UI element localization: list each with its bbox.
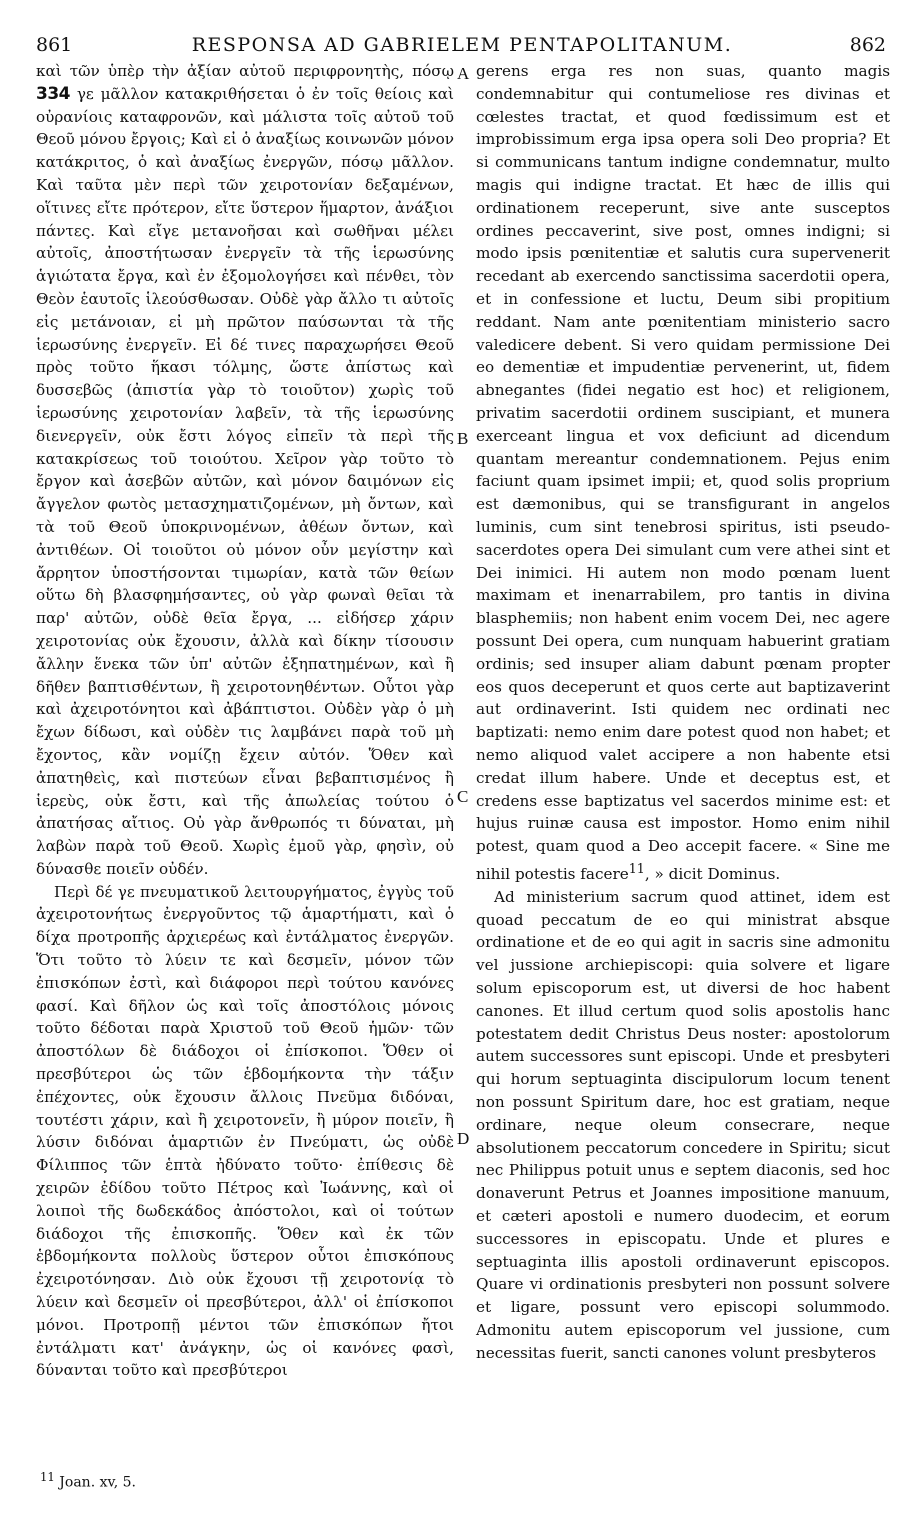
page-number-left: 861: [36, 34, 73, 56]
footnote-text: Joan. xv, 5.: [59, 1474, 137, 1491]
page-number-right: 862: [849, 34, 886, 56]
margin-letter-b: B: [457, 429, 469, 448]
running-title: RESPONSA AD GABRIELEM PENTAPOLITANUM.: [191, 34, 733, 56]
footnote-reference: 11: [628, 860, 645, 876]
latin-text-1: gerens erga res non suas, quanto magis condemnabitur qui contumeliose res divinas et cœlestes tractat, et quod fœdissimum est et improbissimum erga ipsa opera soli Deo propria? Et si communicans tantum indigne condemnatur, multo magis qui indigne tractat. Et hæc de illis qui ordinationem receperunt, sive ante susceptos ordines peccaverint, sive post, omnes indigni; si modo ipsis pœnitentiæ et salutis cura supervenerit recedant ab exercendo sanctissima sacerdotii opera, et in confessione et luctu, Deum sibi propitium reddant. Nam ante pœnitentiam ministerio sacro valedicere debent. Si vero quidam permissione Dei eo dementiæ et impudentiæ pervenerint, ut, fidem abnegantes (fidei negatio est hoc) et religionem, privatim sacerdotii ordinem suscipiant, et munera exerceant lingua et vox deficiunt ad dicendum quantam mereantur condemnationem. Pejus enim faciunt quam ipsimet impii; et, quod solis proprium est dæmonibus, qui se transfigurant in angelos luminis, cum sint tenebrosi spiritus, isti pseudo-sacerdotes opera Dei simulant cum vere athei sint et Dei inimici. Hi autem non modo pœnam luent maximam et inenarrabilem, pro tantis in divina blasphemiis; non habent enim vocem Dei, nec agere possunt Dei opera, cum nunquam habuerint gratiam ordinis; sed insuper aliam dabunt pœnam propter eos quos deceperunt et quos certe aut baptizaverint aut ordinaverint. Isti quidem nec ordinati nec baptizati: nemo enim dare potest quod non habet; et nemo aliquod valet accipere a non habente etsi credat illum habere. Unde et deceptus est, et credens esse baptizatus vel sacerdos minime est: et hujus ruinæ causa est impostor. Homo enim nihil potest, quam quod a Deo accepit facere. « Sine me nihil potestis facere: [476, 62, 890, 883]
greek-text-start: καὶ τῶν ὑπὲρ τὴν ἀξίαν αὐτοῦ περιφρονητὴς, πόσῳ: [36, 62, 454, 80]
latin-paragraph-1: [476, 60, 890, 886]
page-marker: 334: [36, 83, 70, 104]
latin-column: [476, 60, 890, 1364]
latin-paragraph-2: Ad ministerium sacrum quod attinet, idem est quoad peccatum de eo qui ministrat absque ordinatione et de eo qui agit in sacris sine admonitu vel jussione archiepiscopi: quia solvere et ligare solum episcoporum est, ut diversi de hoc habent canones. Et illud certum quod solis apostolis hanc potestatem dedit Christus Deus noster: apostolorum autem successores sunt episcopi. Unde et presbyteri qui horum septuaginta discipulorum locum tenent non possunt Spiritum dare, hoc est gratiam, neque ordinare, neque oleum consecrare, neque absolutionem peccatorum concedere in Spiritu; sicut nec Philippus potuit unus e septem diaconis, sed hoc donaverunt Petrus et Joannes impositione manuum, et cæteri apostoli e numero duodecim, et eorum successores in episcopatu. Unde et plures e septuaginta illis apostoli ordinaverunt episcopos. Quare vi ordinationis presbyteri non possunt solvere et ligare, possunt vero episcopi solummodo. Admonitu autem episcoporum vel jussione, cum necessitas fuerit, sancti canones volunt presbyteros: [476, 887, 890, 1362]
running-header: [0, 6, 924, 54]
margin-letter-d: D: [457, 1129, 470, 1148]
footnote-marker: 11: [40, 1470, 55, 1484]
margin-letter-a: A: [457, 64, 470, 83]
margin-letter-c: C: [457, 787, 469, 806]
greek-paragraph-2: Περὶ δέ γε πνευματικοῦ λειτουργήματος, ἐγγὺς τοῦ ἀχειροτονήτως ἐνεργοῦντος τῷ ἁμαρτήματι, καὶ ὁ δίχα προτροπῆς ἀρχιερέως καὶ ἐντάλματος ἐνεργῶν. Ὅτι τοῦτο τὸ λύειν τε καὶ δεσμεῖν, μόνον τῶν ἐπισκόπων ἐστὶ, καὶ διάφοροι περὶ τούτου κανόνες φασί. Καὶ δῆλον ὡς καὶ τοῖς ἀποστόλοις μόνοις τοῦτο δέδοται παρὰ Χριστοῦ τοῦ Θεοῦ ἡμῶν· τῶν ἀποστόλων δὲ διάδοχοι οἱ ἐπίσκοποι. Ὅθεν οἱ πρεσβύτεροι ὡς τῶν ἑβδομήκοντα τὴν τάξιν ἐπέχοντες, οὐκ ἔχουσιν ἄλλοις Πνεῦμα διδόναι, τουτέστι χάριν, καὶ ἢ χειροτονεῖν, ἢ μύρον ποιεῖν, ἢ λύσιν διδόναι ἁμαρτιῶν ἐν Πνεύματι, ὡς οὐδὲ Φίλιππος τῶν ἑπτὰ ἠδύνατο τοῦτο· ἐπίθεσις δὲ χειρῶν ἐδίδου τοῦτο Πέτρος καὶ Ἰωάννης, καὶ οἱ λοιποὶ τῆς δωδεκάδος ἀπόστολοι, καὶ οἱ τούτων διάδοχοι τῆς ἐπισκοπῆς. Ὅθεν καὶ ἐκ τῶν ἑβδομήκοντα πολλοὺς ὕστερον οὗτοι ἐπισκόπους ἐχειροτόνησαν. Διὸ οὐκ ἔχουσι τῇ χειροτονίᾳ τὸ λύειν καὶ δεσμεῖν οἱ πρεσβύτεροι, ἀλλ' οἱ ἐπίσκοποι μόνοι. Προτροπῇ μέντοι τῶν ἐπισκόπων ἤτοι ἐντάλματι κατ' ἀνάγκην, ὡς οἱ κανόνες φασὶ, δύνανται τοῦτο καὶ πρεσβύτεροι: [36, 882, 454, 1380]
greek-column: [36, 60, 454, 1382]
greek-text-continued: γε μᾶλλον κατακριθήσεται ὁ ἐν τοῖς θείοις καὶ οὐρανίοις καταφρονῶν, καὶ μάλιστα τοῖς αὐτοῦ τοῦ Θεοῦ μόνου ἔργοις; Καὶ εἰ ὁ ἀναξίως κοινωνῶν μόνον κατάκριτος, ὁ καὶ ἀναξίως ἐνεργῶν, πόσῳ μᾶλλον. Καὶ ταῦτα μὲν περὶ τῶν χειροτονίαν δεξαμένων, οἵτινες εἴτε πρότερον, εἴτε ὕστερον ἥμαρτον, ἀνάξιοι πάντες. Καὶ εἴγε μετανοῆσαι καὶ σωθῆναι μέλει αὐτοῖς, ἀποστήτωσαν ἐνεργεῖν τὰ τῆς ἱερωσύνης ἁγιώτατα ἔργα, καὶ ἐν ἐξομολογήσει καὶ πένθει, τὸν Θεὸν ἑαυτοῖς ἱλεούσθωσαν. Οὐδὲ γὰρ ἄλλο τι αὐτοῖς εἰς μετάνοιαν, εἰ μὴ πρῶτον παύσωνται τὰ τῆς ἱερωσύνης ἐνεργεῖν. Εἰ δέ τινες παραχωρήσει Θεοῦ πρὸς τοῦτο ἥκασι τόλμης, ὥστε ἀπίστως καὶ δυσσεβῶς (ἀπιστία γὰρ τὸ τοιοῦτον) χωρὶς τοῦ ἱερωσύνης χειροτονίαν λαβεῖν, τὰ τῆς ἱερωσύνης διενεργεῖν, οὐκ ἔστι λόγος εἰπεῖν τὰ περὶ τῆς κατακρίσεως τοῦ τοιούτου. Χεῖρον γὰρ τοῦτο τὸ ἔργον καὶ ἀσεβῶν αὐτῶν, καὶ μόνον δαιμόνων εἰς ἄγγελον φωτὸς μετασχηματιζομένων, μὴ ὄντων, καὶ τὰ τοῦ Θεοῦ ὑποκρινομένων, ἀθέων ὄντων, καὶ ἀντιθέων. Οἱ τοιοῦτοι οὐ μόνον οὖν μεγίστην καὶ ἄρρητον ὑποστήσονται τιμωρίαν, κατὰ τῶν θείων οὕτω δὴ βλασφημήσαντες, οὐ γὰρ φωναὶ θεῖαι τὰ παρ' αὐτῶν, οὐδὲ θεῖα ἔργα, ... εἰδήσερ χάριν χειροτονίας οὐκ ἔχουσιν, ἀλλὰ καὶ δίκην τίσουσιν ἄλλην ἕνεκα τῶν ὑπ' αὐτῶν ἐξηπατημένων, καὶ ἢ δῆθεν βαπτισθέντων, ἢ χειροτονηθέντων. Οὗτοι γὰρ καὶ ἀχειροτόνητοι καὶ ἀβάπτιστοι. Οὐδὲν γὰρ ὁ μὴ ἔχων δίδωσι, καὶ οὐδὲν τις λαμβάνει παρὰ τοῦ μὴ ἔχοντος, κἂν νομίζῃ ἔχειν αὐτόν. Ὅθεν καὶ ἀπατηθεὶς, καὶ πιστεύων εἶναι βεβαπτισμένος ἢ ἱερεὺς, οὐκ ἔστι, καὶ τῆς ἀπωλείας τούτου ὁ ἀπατήσας αἴτιος. Οὐ γὰρ ἄνθρωπός τι δύναται, μὴ λαβὼν παρὰ τοῦ Θεοῦ. Χωρὶς ἐμοῦ γὰρ, φησὶν, οὐ δύνασθε ποιεῖν οὐδέν.: [36, 84, 454, 878]
greek-paragraph-1: [36, 60, 454, 881]
footnote: [40, 1470, 136, 1491]
latin-text-1-end: , » dicit Dominus.: [644, 864, 781, 883]
